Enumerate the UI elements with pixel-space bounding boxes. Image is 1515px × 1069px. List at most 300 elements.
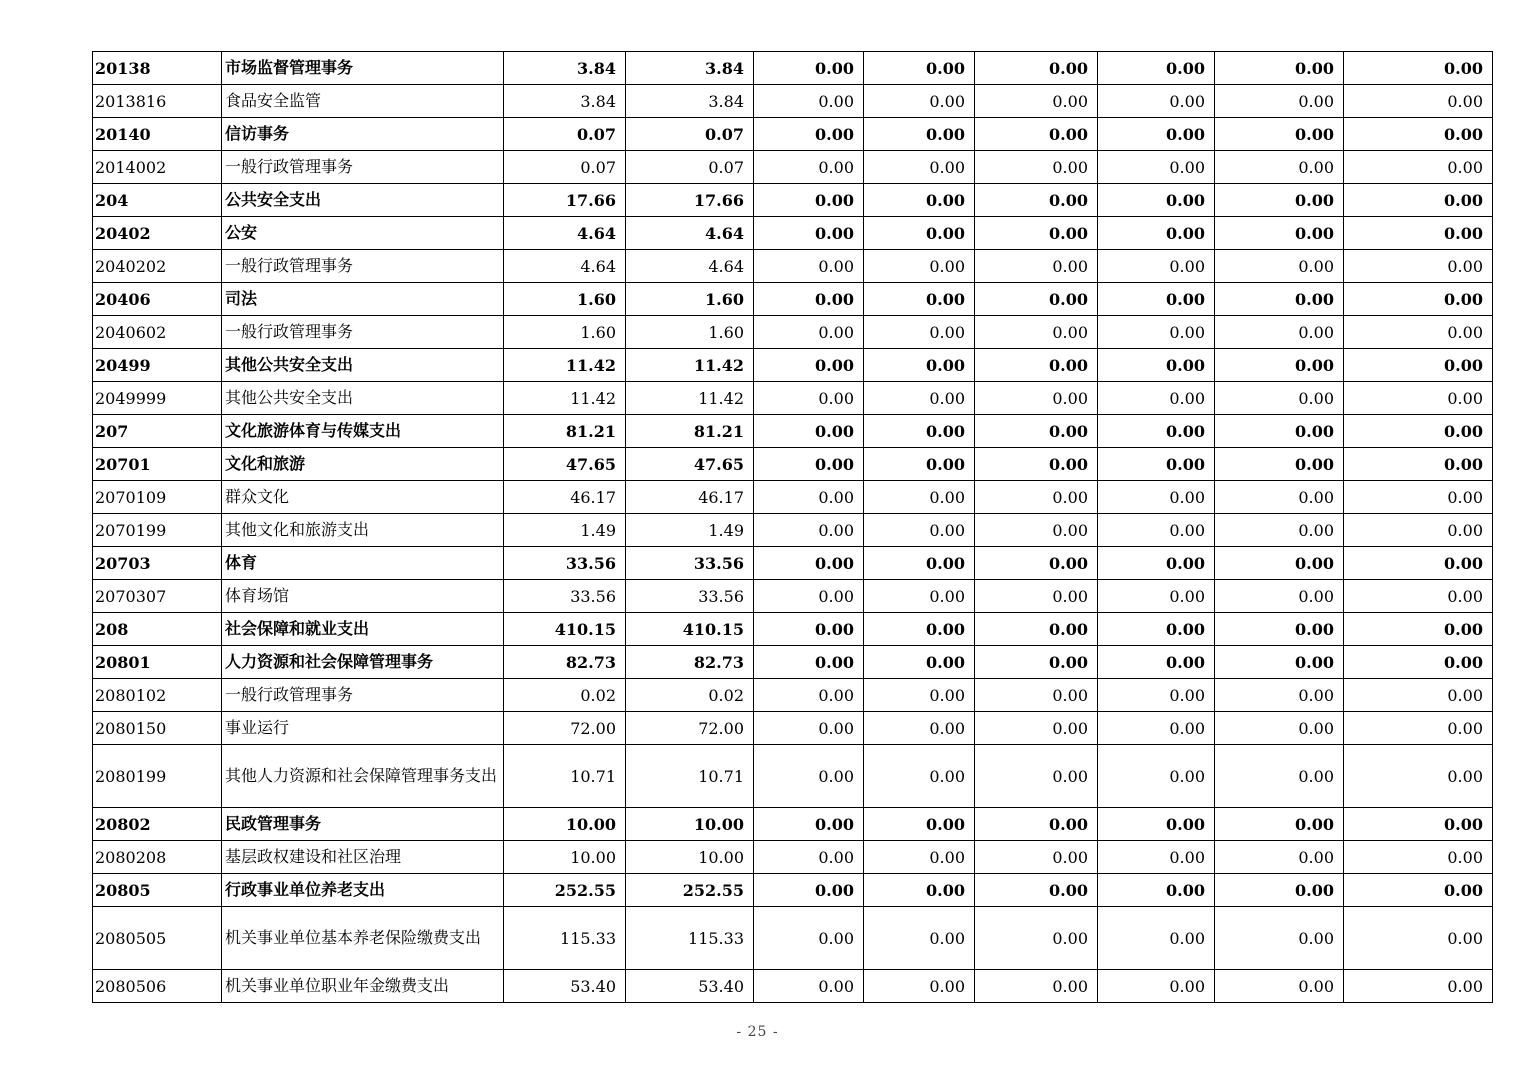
amount-cell: 0.00 [1215,970,1344,1003]
subject-code-cell: 20406 [93,283,222,316]
amount-cell: 0.00 [754,808,864,841]
amount-cell: 0.00 [1098,415,1215,448]
amount-cell: 0.00 [754,547,864,580]
amount-cell: 0.00 [1098,151,1215,184]
amount-cell: 0.07 [504,118,626,151]
subject-code-cell: 20140 [93,118,222,151]
amount-cell: 0.00 [975,712,1098,745]
amount-cell: 33.56 [504,547,626,580]
amount-cell: 0.00 [1344,184,1493,217]
amount-cell: 0.00 [754,841,864,874]
amount-cell: 0.00 [864,415,975,448]
amount-cell: 82.73 [626,646,754,679]
amount-cell: 0.00 [1098,349,1215,382]
amount-cell: 0.00 [1344,907,1493,970]
subject-name-cell: 文化旅游体育与传媒支出 [222,415,504,448]
amount-cell: 0.00 [1344,841,1493,874]
subject-name-cell: 基层政权建设和社区治理 [222,841,504,874]
amount-cell: 0.00 [1215,613,1344,646]
subject-code-cell: 208 [93,613,222,646]
amount-cell: 0.00 [1215,679,1344,712]
amount-cell: 0.00 [1215,712,1344,745]
subject-code-cell: 2080208 [93,841,222,874]
amount-cell: 0.00 [754,874,864,907]
amount-cell: 11.42 [504,382,626,415]
amount-cell: 0.00 [1215,184,1344,217]
amount-cell: 0.00 [975,283,1098,316]
subject-code-cell: 2013816 [93,85,222,118]
amount-cell: 10.00 [504,808,626,841]
amount-cell: 0.00 [864,382,975,415]
amount-cell: 0.00 [754,283,864,316]
amount-cell: 0.00 [1215,745,1344,808]
subject-code-cell: 2080199 [93,745,222,808]
subject-name-cell: 体育 [222,547,504,580]
amount-cell: 0.00 [1098,679,1215,712]
subject-name-cell: 公安 [222,217,504,250]
amount-cell: 0.00 [864,349,975,382]
amount-cell: 0.00 [1098,283,1215,316]
table-row [93,646,1493,679]
amount-cell: 11.42 [504,349,626,382]
amount-cell: 1.49 [504,514,626,547]
amount-cell: 0.00 [754,481,864,514]
amount-cell: 0.00 [975,547,1098,580]
table-row [93,415,1493,448]
subject-name-cell: 文化和旅游 [222,448,504,481]
subject-name-cell: 一般行政管理事务 [222,679,504,712]
amount-cell: 0.00 [975,841,1098,874]
amount-cell: 0.00 [975,970,1098,1003]
amount-cell: 0.00 [864,283,975,316]
table-row [93,52,1493,85]
amount-cell: 0.00 [864,184,975,217]
amount-cell: 0.00 [975,514,1098,547]
subject-code-cell: 20802 [93,808,222,841]
subject-name-cell: 机关事业单位基本养老保险缴费支出 [222,907,504,970]
amount-cell: 4.64 [626,217,754,250]
amount-cell: 46.17 [626,481,754,514]
amount-cell: 0.00 [864,250,975,283]
subject-name-cell: 司法 [222,283,504,316]
table-row [93,448,1493,481]
amount-cell: 0.00 [754,316,864,349]
amount-cell: 0.00 [1215,52,1344,85]
amount-cell: 0.00 [1344,85,1493,118]
amount-cell: 81.21 [626,415,754,448]
subject-name-cell: 群众文化 [222,481,504,514]
amount-cell: 0.00 [864,907,975,970]
amount-cell: 0.00 [864,970,975,1003]
amount-cell: 53.40 [626,970,754,1003]
amount-cell: 3.84 [504,85,626,118]
table-row [93,151,1493,184]
amount-cell: 0.00 [975,646,1098,679]
subject-name-cell: 体育场馆 [222,580,504,613]
amount-cell: 0.00 [975,151,1098,184]
subject-code-cell: 2070307 [93,580,222,613]
table-row [93,808,1493,841]
budget-table [92,51,1493,1003]
amount-cell: 0.00 [754,415,864,448]
amount-cell: 410.15 [504,613,626,646]
amount-cell: 0.00 [864,874,975,907]
amount-cell: 4.64 [626,250,754,283]
amount-cell: 0.00 [1098,316,1215,349]
amount-cell: 0.00 [1098,613,1215,646]
amount-cell: 0.00 [864,808,975,841]
table-row [93,970,1493,1003]
amount-cell: 0.00 [754,712,864,745]
amount-cell: 82.73 [504,646,626,679]
amount-cell: 0.00 [975,382,1098,415]
table-row [93,382,1493,415]
amount-cell: 0.00 [1344,712,1493,745]
amount-cell: 0.00 [754,745,864,808]
amount-cell: 0.00 [1215,118,1344,151]
subject-name-cell: 其他文化和旅游支出 [222,514,504,547]
amount-cell: 0.00 [754,448,864,481]
subject-code-cell: 2040602 [93,316,222,349]
amount-cell: 0.00 [975,217,1098,250]
amount-cell: 0.00 [1344,514,1493,547]
amount-cell: 72.00 [626,712,754,745]
amount-cell: 10.00 [626,841,754,874]
amount-cell: 0.00 [864,547,975,580]
amount-cell: 0.00 [1098,250,1215,283]
amount-cell: 0.00 [1215,646,1344,679]
amount-cell: 0.00 [754,580,864,613]
amount-cell: 3.84 [626,52,754,85]
subject-name-cell: 社会保障和就业支出 [222,613,504,646]
amount-cell: 10.00 [504,841,626,874]
amount-cell: 0.00 [1098,52,1215,85]
amount-cell: 0.00 [864,841,975,874]
subject-name-cell: 市场监督管理事务 [222,52,504,85]
amount-cell: 0.07 [626,118,754,151]
amount-cell: 0.00 [1344,52,1493,85]
amount-cell: 3.84 [626,85,754,118]
amount-cell: 0.00 [754,52,864,85]
amount-cell: 1.60 [626,283,754,316]
amount-cell: 0.00 [1098,646,1215,679]
amount-cell: 0.00 [1344,613,1493,646]
amount-cell: 33.56 [626,547,754,580]
amount-cell: 0.00 [864,448,975,481]
amount-cell: 0.00 [754,382,864,415]
subject-name-cell: 其他人力资源和社会保障管理事务支出 [222,745,504,808]
amount-cell: 0.00 [1098,85,1215,118]
amount-cell: 0.00 [1344,448,1493,481]
amount-cell: 10.00 [626,808,754,841]
table-row [93,613,1493,646]
subject-name-cell: 信访事务 [222,118,504,151]
amount-cell: 0.00 [1098,580,1215,613]
amount-cell: 0.00 [1344,580,1493,613]
amount-cell: 1.60 [626,316,754,349]
subject-code-cell: 20402 [93,217,222,250]
amount-cell: 0.00 [1215,514,1344,547]
amount-cell: 47.65 [626,448,754,481]
amount-cell: 0.00 [754,349,864,382]
amount-cell: 0.00 [1098,745,1215,808]
amount-cell: 0.00 [975,580,1098,613]
amount-cell: 0.00 [1344,547,1493,580]
amount-cell: 0.00 [975,184,1098,217]
amount-cell: 0.00 [1098,217,1215,250]
amount-cell: 0.00 [864,481,975,514]
amount-cell: 0.00 [1215,382,1344,415]
amount-cell: 10.71 [504,745,626,808]
amount-cell: 0.00 [1344,808,1493,841]
amount-cell: 0.00 [1344,151,1493,184]
amount-cell: 0.00 [1215,841,1344,874]
amount-cell: 0.00 [1344,250,1493,283]
amount-cell: 0.00 [864,151,975,184]
amount-cell: 0.00 [975,250,1098,283]
table-row [93,745,1493,808]
subject-code-cell: 204 [93,184,222,217]
amount-cell: 0.00 [975,52,1098,85]
amount-cell: 3.84 [504,52,626,85]
subject-code-cell: 2080505 [93,907,222,970]
subject-name-cell: 行政事业单位养老支出 [222,874,504,907]
subject-code-cell: 207 [93,415,222,448]
amount-cell: 46.17 [504,481,626,514]
subject-name-cell: 民政管理事务 [222,808,504,841]
page-number: - 25 - [736,1024,779,1040]
amount-cell: 0.00 [754,679,864,712]
subject-code-cell: 20805 [93,874,222,907]
amount-cell: 0.00 [1344,481,1493,514]
subject-name-cell: 一般行政管理事务 [222,316,504,349]
amount-cell: 0.00 [975,808,1098,841]
amount-cell: 0.00 [975,316,1098,349]
amount-cell: 0.02 [504,679,626,712]
amount-cell: 0.00 [975,118,1098,151]
amount-cell: 0.00 [975,481,1098,514]
amount-cell: 0.00 [1215,808,1344,841]
amount-cell: 0.00 [1215,151,1344,184]
amount-cell: 0.00 [1344,970,1493,1003]
subject-code-cell: 20703 [93,547,222,580]
amount-cell: 0.07 [504,151,626,184]
amount-cell: 11.42 [626,349,754,382]
table-row [93,85,1493,118]
amount-cell: 0.00 [864,613,975,646]
amount-cell: 0.00 [975,907,1098,970]
amount-cell: 0.00 [754,118,864,151]
subject-name-cell: 机关事业单位职业年金缴费支出 [222,970,504,1003]
subject-code-cell: 20499 [93,349,222,382]
amount-cell: 0.00 [1215,283,1344,316]
table-row [93,514,1493,547]
table-row [93,712,1493,745]
amount-cell: 0.00 [1098,481,1215,514]
table-row [93,841,1493,874]
amount-cell: 1.60 [504,316,626,349]
amount-cell: 0.00 [1344,646,1493,679]
amount-cell: 0.00 [754,151,864,184]
amount-cell: 0.00 [1215,349,1344,382]
amount-cell: 4.64 [504,217,626,250]
amount-cell: 11.42 [626,382,754,415]
amount-cell: 0.00 [754,250,864,283]
amount-cell: 0.00 [975,85,1098,118]
subject-code-cell: 2014002 [93,151,222,184]
amount-cell: 0.00 [754,646,864,679]
table-row [93,547,1493,580]
subject-name-cell: 食品安全监管 [222,85,504,118]
subject-code-cell: 2080102 [93,679,222,712]
amount-cell: 0.00 [1098,514,1215,547]
amount-cell: 0.02 [626,679,754,712]
subject-code-cell: 2080506 [93,970,222,1003]
table-row [93,481,1493,514]
amount-cell: 33.56 [504,580,626,613]
amount-cell: 0.00 [975,415,1098,448]
amount-cell: 0.00 [1098,184,1215,217]
amount-cell: 0.00 [1098,874,1215,907]
amount-cell: 0.00 [864,316,975,349]
table-row [93,679,1493,712]
subject-code-cell: 2080150 [93,712,222,745]
amount-cell: 0.00 [1098,712,1215,745]
subject-name-cell: 公共安全支出 [222,184,504,217]
subject-code-cell: 2070199 [93,514,222,547]
amount-cell: 0.00 [754,217,864,250]
amount-cell: 0.00 [1215,907,1344,970]
amount-cell: 0.00 [1344,283,1493,316]
amount-cell: 10.71 [626,745,754,808]
amount-cell: 0.00 [864,646,975,679]
subject-name-cell: 其他公共安全支出 [222,349,504,382]
amount-cell: 0.00 [754,613,864,646]
amount-cell: 0.00 [1215,85,1344,118]
amount-cell: 17.66 [626,184,754,217]
table-body [93,52,1493,1003]
amount-cell: 1.49 [626,514,754,547]
amount-cell: 0.00 [1098,448,1215,481]
amount-cell: 0.00 [1344,745,1493,808]
amount-cell: 115.33 [626,907,754,970]
amount-cell: 0.00 [864,745,975,808]
amount-cell: 0.00 [1344,217,1493,250]
amount-cell: 81.21 [504,415,626,448]
amount-cell: 1.60 [504,283,626,316]
amount-cell: 0.00 [1215,448,1344,481]
table-row [93,118,1493,151]
amount-cell: 0.00 [1215,415,1344,448]
amount-cell: 0.00 [1098,547,1215,580]
amount-cell: 0.00 [1098,907,1215,970]
subject-code-cell: 20138 [93,52,222,85]
amount-cell: 0.00 [1344,679,1493,712]
table-row [93,874,1493,907]
table-row [93,283,1493,316]
subject-name-cell: 人力资源和社会保障管理事务 [222,646,504,679]
subject-code-cell: 20801 [93,646,222,679]
amount-cell: 0.00 [1098,808,1215,841]
amount-cell: 0.00 [1098,118,1215,151]
subject-name-cell: 其他公共安全支出 [222,382,504,415]
amount-cell: 0.00 [1215,316,1344,349]
amount-cell: 0.00 [975,613,1098,646]
amount-cell: 33.56 [626,580,754,613]
subject-name-cell: 一般行政管理事务 [222,250,504,283]
amount-cell: 0.00 [1344,415,1493,448]
subject-name-cell: 事业运行 [222,712,504,745]
amount-cell: 0.00 [1215,250,1344,283]
amount-cell: 47.65 [504,448,626,481]
table-row [93,580,1493,613]
amount-cell: 0.00 [754,514,864,547]
amount-cell: 17.66 [504,184,626,217]
table-row [93,250,1493,283]
amount-cell: 0.00 [975,349,1098,382]
amount-cell: 0.00 [1344,316,1493,349]
table-row [93,316,1493,349]
table-row [93,184,1493,217]
subject-code-cell: 2049999 [93,382,222,415]
amount-cell: 0.07 [626,151,754,184]
amount-cell: 0.00 [1344,118,1493,151]
amount-cell: 115.33 [504,907,626,970]
amount-cell: 0.00 [864,217,975,250]
amount-cell: 53.40 [504,970,626,1003]
amount-cell: 0.00 [1344,349,1493,382]
amount-cell: 0.00 [864,118,975,151]
table-row [93,907,1493,970]
subject-name-cell: 一般行政管理事务 [222,151,504,184]
amount-cell: 0.00 [864,85,975,118]
amount-cell: 72.00 [504,712,626,745]
table-row [93,217,1493,250]
amount-cell: 0.00 [1215,217,1344,250]
subject-code-cell: 2040202 [93,250,222,283]
amount-cell: 0.00 [1215,874,1344,907]
table-row [93,349,1493,382]
amount-cell: 0.00 [754,907,864,970]
amount-cell: 0.00 [1098,841,1215,874]
amount-cell: 0.00 [975,745,1098,808]
amount-cell: 252.55 [504,874,626,907]
amount-cell: 0.00 [864,679,975,712]
amount-cell: 0.00 [1215,481,1344,514]
amount-cell: 0.00 [754,184,864,217]
amount-cell: 0.00 [975,448,1098,481]
subject-code-cell: 2070109 [93,481,222,514]
amount-cell: 252.55 [626,874,754,907]
amount-cell: 4.64 [504,250,626,283]
amount-cell: 410.15 [626,613,754,646]
amount-cell: 0.00 [754,970,864,1003]
amount-cell: 0.00 [1344,382,1493,415]
subject-code-cell: 20701 [93,448,222,481]
amount-cell: 0.00 [1344,874,1493,907]
amount-cell: 0.00 [864,514,975,547]
amount-cell: 0.00 [864,712,975,745]
amount-cell: 0.00 [1215,547,1344,580]
amount-cell: 0.00 [864,52,975,85]
amount-cell: 0.00 [975,874,1098,907]
amount-cell: 0.00 [1215,580,1344,613]
amount-cell: 0.00 [975,679,1098,712]
amount-cell: 0.00 [864,580,975,613]
amount-cell: 0.00 [1098,382,1215,415]
amount-cell: 0.00 [1098,970,1215,1003]
amount-cell: 0.00 [754,85,864,118]
